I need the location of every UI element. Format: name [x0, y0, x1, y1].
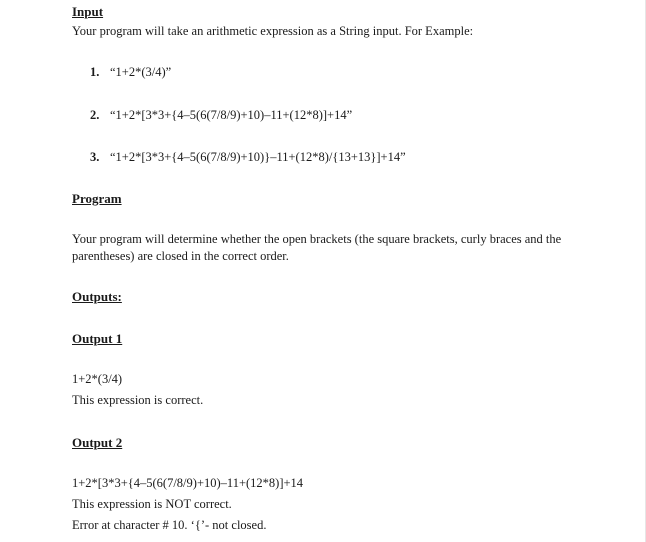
- output2-result: This expression is NOT correct.: [72, 497, 232, 511]
- output2-error: Error at character # 10. ‘{’- not closed.: [72, 518, 267, 532]
- output2-heading: Output 2: [72, 435, 123, 450]
- outputs-heading: Outputs:: [72, 289, 122, 304]
- output2-expression: 1+2*[3*3+{4–5(6(7/8/9)+10)–11+(12*8)]+14: [72, 476, 304, 490]
- example-number: 2.: [90, 108, 100, 122]
- example-expression: “1+2*[3*3+{4–5(6(7/8/9)+10)–11+(12*8)]+14”: [110, 108, 353, 122]
- input-heading: Input: [72, 4, 104, 19]
- output1-result: This expression is correct.: [72, 393, 204, 407]
- output1-expression: 1+2*(3/4): [72, 372, 123, 386]
- program-description: Your program will determine whether the open brackets (the square brackets, curly braces and the parentheses) are closed in the correct order.: [72, 232, 562, 263]
- example-number: 3.: [90, 150, 100, 164]
- example-expression: “1+2*[3*3+{4–5(6(7/8/9)+10)}–11+(12*8)/{13+13}]+14”: [110, 150, 406, 164]
- example-expression: “1+2*(3/4)”: [110, 65, 172, 79]
- example-number: 1.: [90, 65, 100, 79]
- program-heading: Program: [72, 191, 122, 206]
- input-intro: Your program will take an arithmetic expression as a String input. For Example:: [72, 24, 474, 38]
- output1-heading: Output 1: [72, 331, 123, 346]
